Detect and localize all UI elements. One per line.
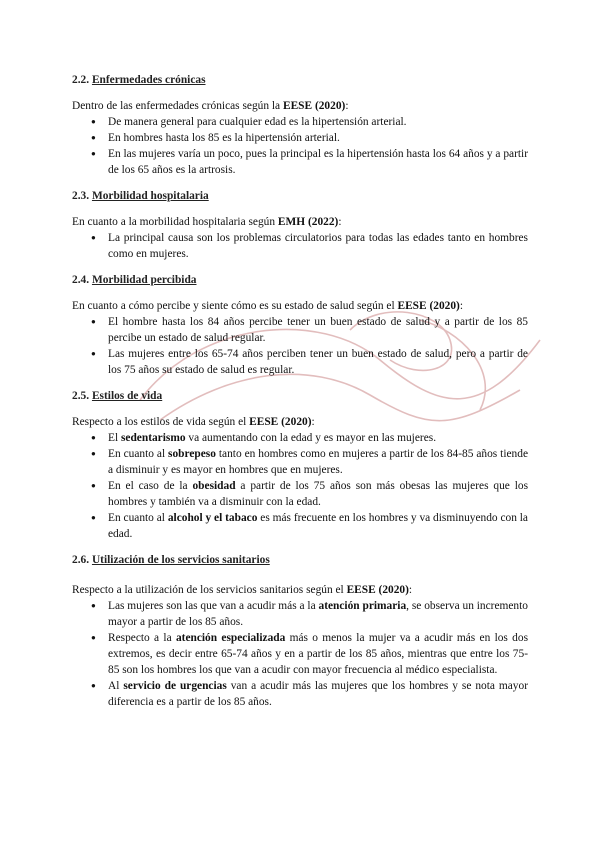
list-item: ● En el caso de la obesidad a partir de los 75 años son más obesas las mujeres que los hombres y también va a disminuir con la edad. <box>108 478 528 510</box>
section-heading-2-5: 2.5. Estilos de vida <box>72 390 163 402</box>
section-intro: En cuanto a la morbilidad hospitalaria según EMH (2022): <box>72 216 342 228</box>
section-title: Morbilidad percibida <box>91 274 197 286</box>
section-title: Enfermedades crónicas <box>91 74 206 86</box>
bullet-list <box>72 598 528 710</box>
bullet-list <box>72 314 528 378</box>
section-intro: Respecto a los estilos de vida según el EESE (2020): <box>72 416 315 428</box>
list-item: ● Las mujeres son las que van a acudir más a la atención primaria, se observa un incremento mayor a partir de los 85 años. <box>108 598 528 630</box>
section-title: Utilización de los servicios sanitarios <box>91 554 270 566</box>
list-item: ● En las mujeres varía un poco, pues la principal es la hipertensión hasta los 64 años y a partir de los 65 años es la artrosis. <box>108 146 528 178</box>
section-title: Morbilidad hospitalaria <box>91 190 209 202</box>
section-heading-2-6: 2.6. Utilización de los servicios sanitarios <box>72 554 270 566</box>
list-item: ● En cuanto al alcohol y el tabaco es más frecuente en los hombres y va disminuyendo con la edad. <box>108 510 528 542</box>
list-item: ● Las mujeres entre los 65-74 años perciben tener un buen estado de salud, pero a partir de los 75 años su estado de salud es regular. <box>108 346 528 378</box>
section-heading-2-4: 2.4. Morbilidad percibida <box>72 274 197 286</box>
section-intro: Respecto a la utilización de los servicios sanitarios según el EESE (2020): <box>72 584 413 596</box>
bullet-list <box>72 114 528 178</box>
section-title: Estilos de vida <box>91 390 163 402</box>
list-item: ● El sedentarismo va aumentando con la edad y es mayor en las mujeres. <box>108 430 528 446</box>
list-item: ● El hombre hasta los 84 años percibe tener un buen estado de salud y a partir de los 85 percibe un estado de salud regular. <box>108 314 528 346</box>
document-page <box>72 62 528 710</box>
list-item: ● En hombres hasta los 85 es la hipertensión arterial. <box>108 130 528 146</box>
section-heading-2-2: 2.2. Enfermedades crónicas <box>72 74 206 86</box>
bullet-list <box>72 430 528 542</box>
list-item: ● La principal causa son los problemas circulatorios para todas las edades tanto en hombres como en mujeres. <box>108 230 528 262</box>
section-heading-2-3: 2.3. Morbilidad hospitalaria <box>72 190 209 202</box>
list-item: ● Respecto a la atención especializada más o menos la mujer va a acudir más en los dos extremos, es decir entre 65-74 años y en a partir de los 85 años, mientras que entre los 75-85 son los hombres los que van a acudir con mayor frecuencia al médico especialista. <box>108 630 528 678</box>
list-item: ● En cuanto al sobrepeso tanto en hombres como en mujeres a partir de los 84-85 años tiende a disminuir y es mayor en hombres que en mujeres. <box>108 446 528 478</box>
list-item: ● De manera general para cualquier edad es la hipertensión arterial. <box>108 114 528 130</box>
section-intro: Dentro de las enfermedades crónicas según la EESE (2020): <box>72 100 349 112</box>
list-item: ● Al servicio de urgencias van a acudir más las mujeres que los hombres y se nota mayor diferencia es a partir de los 85 años. <box>108 678 528 710</box>
bullet-list <box>72 230 528 262</box>
section-intro: En cuanto a cómo percibe y siente cómo es su estado de salud según el EESE (2020): <box>72 300 463 312</box>
